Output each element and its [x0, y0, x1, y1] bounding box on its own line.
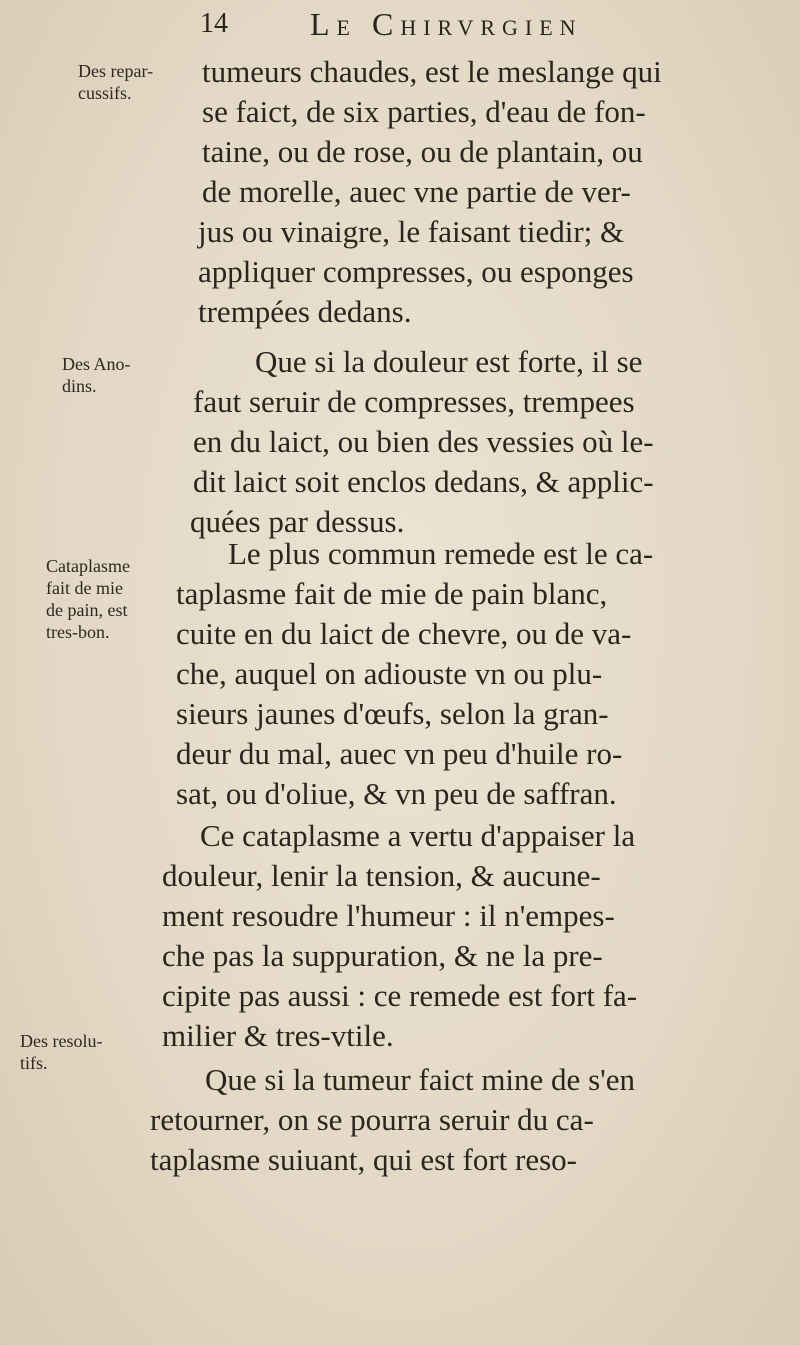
text-line: jus ou vinaigre, le faisant tiedir; & [198, 214, 625, 249]
text-line: Que si la douleur est forte, il se [255, 344, 643, 379]
text-line: retourner, on se pourra seruir du ca- [150, 1102, 594, 1137]
running-head: Le Chirvrgien [310, 6, 583, 42]
text-line: Ce cataplasme a vertu d'appaiser la [200, 818, 636, 853]
text-line: Le plus commun remede est le ca- [228, 536, 654, 571]
text-line: taplasme suiuant, qui est fort reso- [150, 1142, 578, 1177]
page-header [200, 4, 760, 48]
text-line: de morelle, auec vne partie de ver- [202, 174, 631, 209]
text-line: cuite en du laict de chevre, ou de va- [176, 616, 632, 651]
text-line: deur du mal, auec vn peu d'huile ro- [176, 736, 623, 771]
text-line: quées par dessus. [190, 504, 405, 539]
text-line: taplasme fait de mie de pain blanc, [176, 576, 608, 611]
text-line: sieurs jaunes d'œufs, selon la gran- [176, 696, 609, 731]
text-line: Que si la tumeur faict mine de s'en [205, 1062, 635, 1097]
text-line: dit laict soit enclos dedans, & applic- [193, 464, 654, 499]
text-line: ment resoudre l'humeur : il n'empes- [162, 898, 615, 933]
text-line: cipite pas aussi : ce remede est fort fa- [162, 978, 638, 1013]
text-line: che, auquel on adiouste vn ou plu- [176, 656, 603, 691]
margin-note-line: fait de mie [46, 578, 123, 598]
text-line: douleur, lenir la tension, & aucune- [162, 858, 601, 893]
text-line: en du laict, ou bien des vessies où le- [193, 424, 654, 459]
text-line: che pas la suppuration, & ne la pre- [162, 938, 603, 973]
margin-note-line: Des Ano- [62, 354, 131, 374]
margin-note-line: Cataplasme [46, 556, 130, 576]
margin-note-line: cussifs. [78, 83, 132, 103]
margin-note [46, 555, 130, 643]
text-line: tumeurs chaudes, est le meslange qui [202, 54, 662, 89]
text-line: milier & tres-vtile. [162, 1018, 394, 1053]
text-line: faut seruir de compresses, trempees [193, 384, 635, 419]
text-line: sat, ou d'oliue, & vn peu de saffran. [176, 776, 617, 811]
margin-note-line: tifs. [20, 1053, 48, 1073]
text-line: appliquer compresses, ou esponges [198, 254, 634, 289]
margin-note [20, 1030, 102, 1074]
margin-note [78, 60, 153, 104]
margin-note-line: Des repar- [78, 61, 154, 81]
text-line: taine, ou de rose, ou de plantain, ou [202, 134, 643, 169]
margin-note-line: Des resolu- [20, 1031, 103, 1051]
margin-note [62, 353, 131, 397]
margin-note-line: tres-bon. [46, 622, 110, 642]
page-number: 14 [200, 8, 228, 39]
text-line: trempées dedans. [198, 294, 412, 329]
margin-note-line: dins. [62, 376, 97, 396]
text-line: se faict, de six parties, d'eau de fon- [202, 94, 646, 129]
margin-note-line: de pain, est [46, 600, 128, 620]
